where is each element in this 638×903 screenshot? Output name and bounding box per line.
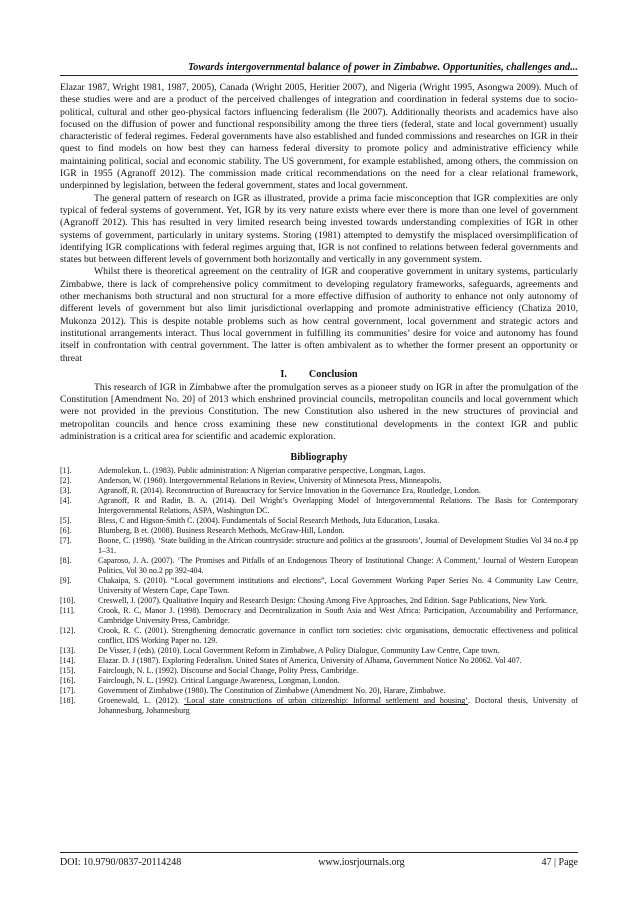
reference-text: Fairclough, N. L. (1992). Critical Language Awareness, Longman, London. <box>98 676 340 686</box>
footer-site: www.iosrjournals.org <box>318 857 405 868</box>
reference-item <box>60 476 578 486</box>
reference-number: [15]. <box>60 666 76 676</box>
reference-text: Elazar. D. J (1987). Exploring Federalism. United States of America, University of Albama, Government Notice No 20062. Vol 407. <box>98 656 522 666</box>
reference-number: [4]. <box>60 496 72 506</box>
reference-number: [14]. <box>60 656 76 666</box>
body-paragraph-3: Whilst there is theoretical agreement on the centrality of IGR and cooperative government in unitary systems, particularly Zimbabwe, there is lack of comprehensive policy commitment to developing regulatory frameworks, safeguards, agreements and other mechanisms both structural and non structural for a more effective diffusion of authority to enhance not only autonomy of different levels of government but also limit jurisdictional overlapping and promote administrative efficiency (Chatiza 2010, Mukonza 2012). This is despite notable problems such as how central government, local government and strategic actors and institutional arrangements interact. Thus local government in fulfilling its communities’ desire for voice and autonomy has found itself in confrontation with central government. The latter is often ambivalent as to whether the former present an opportunity or threat <box>60 266 578 364</box>
reference-item <box>60 556 578 576</box>
reference-item <box>60 666 578 676</box>
reference-number: [6]. <box>60 526 72 536</box>
running-title: Towards intergovernmental balance of power in Zimbabwe. Opportunities, challenges and... <box>187 62 578 73</box>
reference-text: Caparoso, J. A. (2007). ‘The Promises and Pitfalls of an Endogenous Theory of Institutional Change: A Comment,’ Journal of Western European Politics, Vol 30 no.2 pp 392-404. <box>98 556 578 576</box>
reference-text: Chakaipa, S. (2010). “Local government institutions and elections”, Local Government Working Paper Series No. 4 Community Law Centre, University of Western Cape, Cape Town. <box>98 576 578 596</box>
reference-number: [5]. <box>60 516 72 526</box>
page-body <box>60 82 578 716</box>
section-title: Conclusion <box>308 368 358 380</box>
reference-number: [10]. <box>60 596 76 606</box>
running-header <box>60 62 578 76</box>
reference-number: [9]. <box>60 576 72 586</box>
reference-text: Agranoff, R and Radin, B. A. (2014). Deil Wright’s Overlapping Model of Intergovernmental Relations. The Basis for Contemporary Intergovernmental Relations, ASPA, Washington DC. <box>98 496 578 516</box>
body-paragraph-1: Elazar 1987, Wright 1981, 1987, 2005), Canada (Wright 2005, Heritier 2007), and Nigeria (Wright 1995, Asongwa 2009). Much of these studies were and are a product of the perceived challenges of integration and coordination in federal systems due to socio-political, cultural and other geo-physical factors influencing federalism (Ile 2007). Additionally theorists and academics have also focused on the diffusion of power and functional responsibility among the three tiers (federal, state and local government) usually characteristic of federal regimes. Federal governments have also established and funded commissions and researches on IGR in their quest to find models on how best they can harness federal diversity to promote policy and administrative efficiency while maintaining political, social and economic stability. The US government, for example established, among others, the commission on IGR in 1955 (Agranoff 2012). The commission made critical recommendations on the need for a clear relational framework, underpinned by legislation, between the federal government, states and local government. <box>60 82 578 192</box>
reference-title-underlined: ‘Local state constructions of urban citizenship: Informal settlement and housing’ <box>183 696 468 706</box>
reference-text: Anderson, W. (1960). Intergovernmental Relations in Review, University of Minnesota Press, Minneapolis. <box>98 476 442 486</box>
section-number: I. <box>280 368 287 380</box>
reference-number: [1]. <box>60 466 72 476</box>
reference-number: [11]. <box>60 606 76 616</box>
reference-number: [13]. <box>60 646 76 656</box>
reference-text-before: Groenewald, L. (2012). <box>98 696 184 706</box>
conclusion-heading <box>60 369 578 380</box>
reference-item <box>60 526 578 536</box>
reference-text: Ademolekun, L. (1983). Public administration: A Nigerian comparative perspective, Longman, Lagos. <box>98 466 426 476</box>
conclusion-paragraph: This research of IGR in Zimbabwe after the promulgation serves as a pioneer study on IGR in after the promulgation of the Constitution [Amendment No. 20] of 2013 which enshrined provincial councils, metropolitan councils and local government which were not provided in the previous Constitution. The new Constitution also ushered in the new structures of provincial and metropolitan councils and hence cross examining these new constitutional developments in the context IGR and public administration is a critical area for scientific and academic exploration. <box>60 381 578 443</box>
reference-item <box>60 606 578 626</box>
reference-text: Boone, C. (1998). ‘State building in the African countryside: structure and politics at the grassroots’, Journal of Development Studies Vol 34 no.4 pp 1–31. <box>98 536 578 556</box>
reference-text: Agranoff, R. (2014). Reconstruction of Bureaucracy for Service Innovation in the Governance Era, Routledge, London. <box>98 486 481 496</box>
reference-number: [18]. <box>60 696 76 706</box>
reference-text: De Visser, J (eds). (2010). Local Government Reform in Zimbabwe, A Policy Dialogue, Community Law Centre, Cape town. <box>98 646 500 656</box>
reference-item <box>60 536 578 556</box>
reference-item <box>60 686 578 696</box>
reference-text: Fairclough, N. L. (1992). Discourse and Social Change, Polity Press, Cambridge. <box>98 666 359 676</box>
reference-item <box>60 626 578 646</box>
reference-number: [17]. <box>60 686 76 696</box>
reference-item <box>60 486 578 496</box>
reference-item <box>60 646 578 656</box>
bibliography-heading: Bibliography <box>290 452 348 464</box>
reference-item <box>60 516 578 526</box>
reference-text: Blumberg, B et. (2008). Business Research Methods, McGraw-Hill, London. <box>98 526 345 536</box>
body-paragraph-2: The general pattern of research on IGR as illustrated, provide a prima facie misconception that IGR complexities are only typical of federal systems of government. Yet, IGR by its very nature exists where ever there is more than one level of government (Agranoff 2012). This has resulted in very limited research being invested towards understanding complexities of IGR in other systems of government, particularly in unitary systems. Storing (1981) attempted to demystify the misplaced oversimplification of identifying IGR complications with federal regimes arguing that, IGR is not confined to relations between federal governments and states but between different levels of government both horizontally and vertically in any government system. <box>60 192 578 266</box>
reference-number: [7]. <box>60 536 72 546</box>
reference-number: [3]. <box>60 486 72 496</box>
footer-doi: DOI: 10.9790/0837-20114248 <box>60 857 182 868</box>
reference-text: Crook, R. C. (2001). Strengthening democratic governance in conflict torn societies: civic organisations, democratic effectiveness and political conflict, IDS Working Paper no. 129. <box>98 626 578 646</box>
reference-number: [16]. <box>60 676 76 686</box>
reference-text <box>98 696 578 716</box>
reference-item <box>60 596 578 606</box>
reference-number: [8]. <box>60 556 72 566</box>
reference-text: Government of Zimbabwe (1980). The Constitution of Zimbabwe (Amendment No. 20), Harare, Zimbabwe. <box>98 686 446 696</box>
reference-item <box>60 496 578 516</box>
reference-text: Creswell, J. (2007). Qualitative Inquiry and Research Design: Chosing Among Five Approaches, 2nd Edition. Sage Publications, New York. <box>98 596 548 606</box>
reference-text: Crook, R. C, Manor J. (1998). Democracy and Decentralization in South Asia and West Africa: Participation, Accountability and Performance, Cambridge University Press, Cambridge. <box>98 606 578 626</box>
footer-page-number: 47 | Page <box>541 857 578 868</box>
reference-item <box>60 696 578 716</box>
reference-number: [2]. <box>60 476 72 486</box>
reference-item <box>60 576 578 596</box>
reference-text-after: . Doctoral thesis, University of Johannesburg, Johannesburg <box>98 696 578 716</box>
page-footer <box>60 852 578 868</box>
reference-list <box>60 466 578 716</box>
reference-item <box>60 656 578 666</box>
reference-text: Bless, C and Higson-Smith C. (2004). Fundamentals of Social Research Methods, Juta Education, Lusaka. <box>98 516 440 526</box>
reference-item <box>60 466 578 476</box>
reference-item <box>60 676 578 686</box>
reference-number: [12]. <box>60 626 76 636</box>
